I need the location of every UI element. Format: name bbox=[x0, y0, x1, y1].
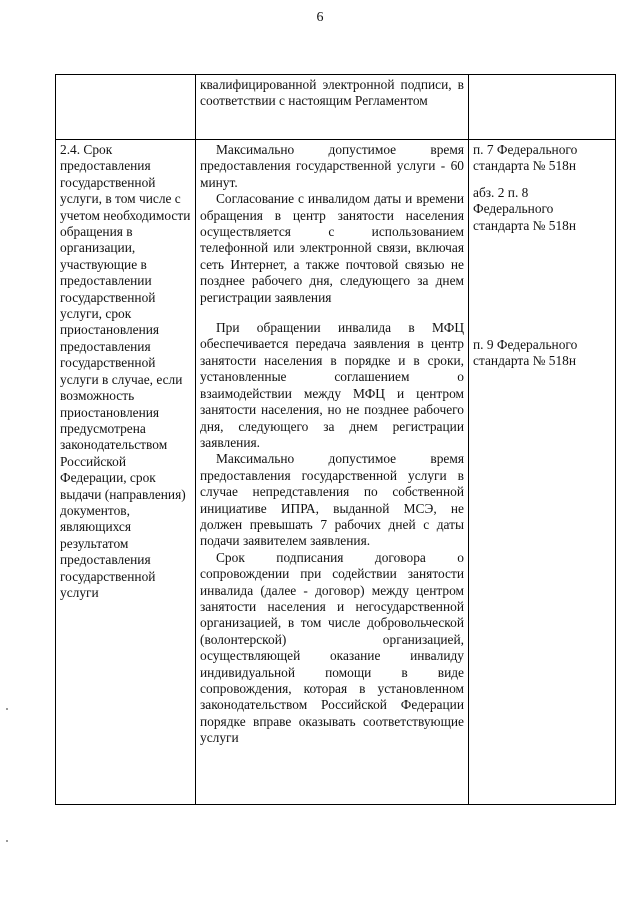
paragraph-coordination: Согласование с инвалидом даты и времени обращения в центр занятости населения осуществляется с использованием телефонной или электронной связи, включая сеть Интернет, а также почтовой связью не позднее рабочего дня, следующего за днем регистрации заявления bbox=[200, 191, 464, 305]
scan-artifact bbox=[6, 840, 8, 842]
reference-item: абз. 2 п. 8 Федерального стандарта № 518н bbox=[473, 184, 577, 233]
table-row bbox=[56, 75, 616, 140]
paragraph-max-time: Максимально допустимое время предоставления государственной услуги - 60 минут. bbox=[200, 142, 464, 190]
page-number: 6 bbox=[316, 10, 324, 25]
table-cell-references bbox=[469, 140, 616, 805]
table-cell-empty bbox=[469, 75, 616, 140]
paragraph-ipra: Максимально допустимое время предоставления государственной услуги в случае непредставления по собственной инициативе ИПРА, выданной МСЭ, не должен превышать 7 рабочих дней с даты подачи заявителем заявления. bbox=[200, 451, 464, 549]
scan-artifact bbox=[6, 708, 8, 710]
paragraph-contract: Срок подписания договора о сопровождении при содействии занятости инвалида (далее - договор) между центром занятости населения и негосударственной организацией, в том числе добровольческой (волонтерской) организацией, осуществляющей оказание инвалиду индивидуальной помощи в виде сопровождения, которая в установленном законодательством Российской Федерации порядке вправе оказывать соответствующие услуги bbox=[200, 549, 464, 746]
section-title: 2.4. Срок предоставления государственной услуги, в том числе с учетом необходимости обращения в организации, участвующие в предоставлении государственной услуги, срок приостановления предоставления государственной услуги в случае, если возможность приостановления предусмотрена законодательством Российской Федерации, срок выдачи (направления) документов, являющихся результатом предоставления государственной услуги bbox=[60, 142, 191, 600]
table-cell-description bbox=[196, 75, 469, 140]
paragraph-mfc: При обращении инвалида в МФЦ обеспечивается передача заявления в центр занятости населения в порядке и в сроки, установленные соглашением о взаимодействии между МФЦ и центром занятости населения, но не позднее рабочего дня, следующего за днем регистрации заявления. bbox=[200, 320, 464, 450]
table-cell-section-title bbox=[56, 140, 196, 805]
continued-paragraph: квалифицированной электронной подписи, в соответствии с настоящим Регламентом bbox=[200, 77, 464, 109]
table-cell-empty bbox=[56, 75, 196, 140]
reference-item: п. 9 Федерального стандарта № 518н bbox=[473, 337, 578, 369]
table-cell-description bbox=[196, 140, 469, 805]
table-row bbox=[56, 140, 616, 805]
regulation-table bbox=[55, 74, 616, 805]
reference-item: п. 7 Федерального стандарта № 518н bbox=[473, 142, 578, 174]
